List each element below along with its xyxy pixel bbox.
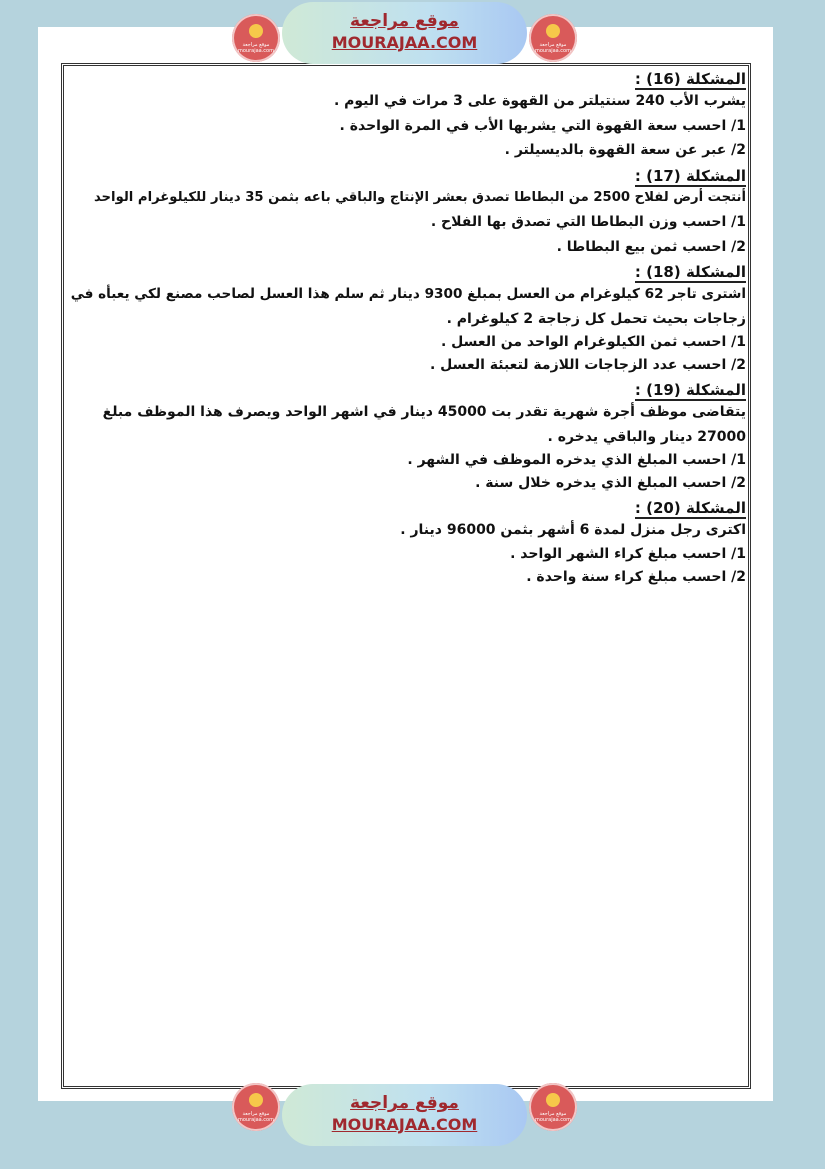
problem-heading [70, 69, 746, 89]
problem-line: يتقاضى موظف أجرة شهرية تقدر بت 45000 دينار في اشهر الواحد ويصرف هذا الموظف مبلغ [102, 404, 746, 420]
problem-heading-text: المشكلة (19) : [634, 381, 746, 399]
site-logo-right-bottom[interactable] [529, 1083, 577, 1131]
problem-18 [70, 262, 746, 377]
problem-line: 1/ احسب سعة القهوة التي يشربها الأب في المرة الواحدة . [339, 117, 746, 134]
problem-heading-text: المشكلة (17) : [634, 166, 746, 185]
problem-line: 2/ احسب المبلغ الذي يدخره خلال سنة . [475, 475, 746, 491]
problem-line: 27000 دينار والباقي يدخره . [547, 428, 746, 445]
logo-mark-icon [249, 1093, 263, 1107]
banner-arabic-title: موقع مراجعة [350, 11, 459, 31]
problem-heading-text: المشكلة (16) : [634, 70, 746, 88]
banner-arabic-title: موقع مراجعة [350, 1093, 459, 1113]
problem-heading [70, 380, 746, 400]
problem-line: 1/ احسب المبلغ الذي يدخره الموظف في الشهر . [407, 452, 746, 468]
banner-site-url[interactable]: MOURAJAA.COM [331, 33, 478, 52]
problem-line: اكترى رجل منزل لمدة 6 أشهر بثمن 96000 دينار . [400, 522, 746, 538]
logo-caption: موقع مراجعة mourajaa.com [237, 1111, 274, 1123]
logo-caption: موقع مراجعة mourajaa.com [534, 1111, 571, 1123]
problem-heading [70, 262, 746, 282]
problem-20 [70, 498, 746, 589]
problem-line: 2/ احسب ثمن بيع البطاطا . [556, 238, 746, 255]
problem-line: 1/ احسب وزن البطاطا التي تصدق بها الفلاح . [430, 214, 746, 230]
logo-caption: موقع مراجعة mourajaa.com [534, 42, 571, 54]
site-logo-left-bottom[interactable] [232, 1083, 280, 1131]
problem-heading [70, 498, 746, 518]
site-logo-left-top[interactable] [232, 14, 280, 62]
problem-heading-text: المشكلة (20) : [634, 499, 746, 517]
problem-19 [70, 380, 746, 495]
site-banner-top[interactable] [282, 2, 527, 64]
problem-line: زجاجات بحيث تحمل كل زجاجة 2 كيلوغرام . [446, 310, 746, 327]
problem-line: اشترى تاجر 62 كيلوغرام من العسل بمبلغ 9300 دينار ثم سلم هذا العسل لصاحب مصنع لكي يعبأه في [70, 286, 746, 302]
problem-heading [70, 166, 746, 186]
site-logo-right-top[interactable] [529, 14, 577, 62]
logo-mark-icon [249, 24, 263, 38]
logo-mark-icon [546, 1093, 560, 1107]
problem-heading-text: المشكلة (18) : [634, 263, 746, 281]
problem-line: 2/ عبر عن سعة القهوة بالديسيلتر . [504, 142, 746, 158]
site-banner-bottom[interactable] [282, 1084, 527, 1146]
problem-line: 1/ احسب ثمن الكيلوغرام الواحد من العسل . [440, 334, 746, 350]
problem-line: يشرب الأب 240 سنتيلتر من القهوة على 3 مرات في اليوم . [333, 93, 746, 109]
problem-line: 2/ احسب عدد الزجاجات اللازمة لتعبئة العسل . [429, 357, 746, 373]
problems-content [70, 66, 746, 589]
problem-line: 1/ احسب مبلغ كراء الشهر الواحد . [510, 545, 746, 562]
logo-caption: موقع مراجعة mourajaa.com [237, 42, 274, 54]
problem-line: أنتجت أرض لفلاح 2500 من البطاطا تصدق بعشر الإنتاج والباقي باعه بثمن 35 دينار للكيلوغرام الواحد [93, 189, 746, 205]
problem-line: 2/ احسب مبلغ كراء سنة واحدة . [526, 568, 746, 585]
banner-site-url[interactable]: MOURAJAA.COM [331, 1115, 478, 1134]
problem-16 [70, 69, 746, 163]
problem-17 [70, 166, 746, 260]
logo-mark-icon [546, 24, 560, 38]
